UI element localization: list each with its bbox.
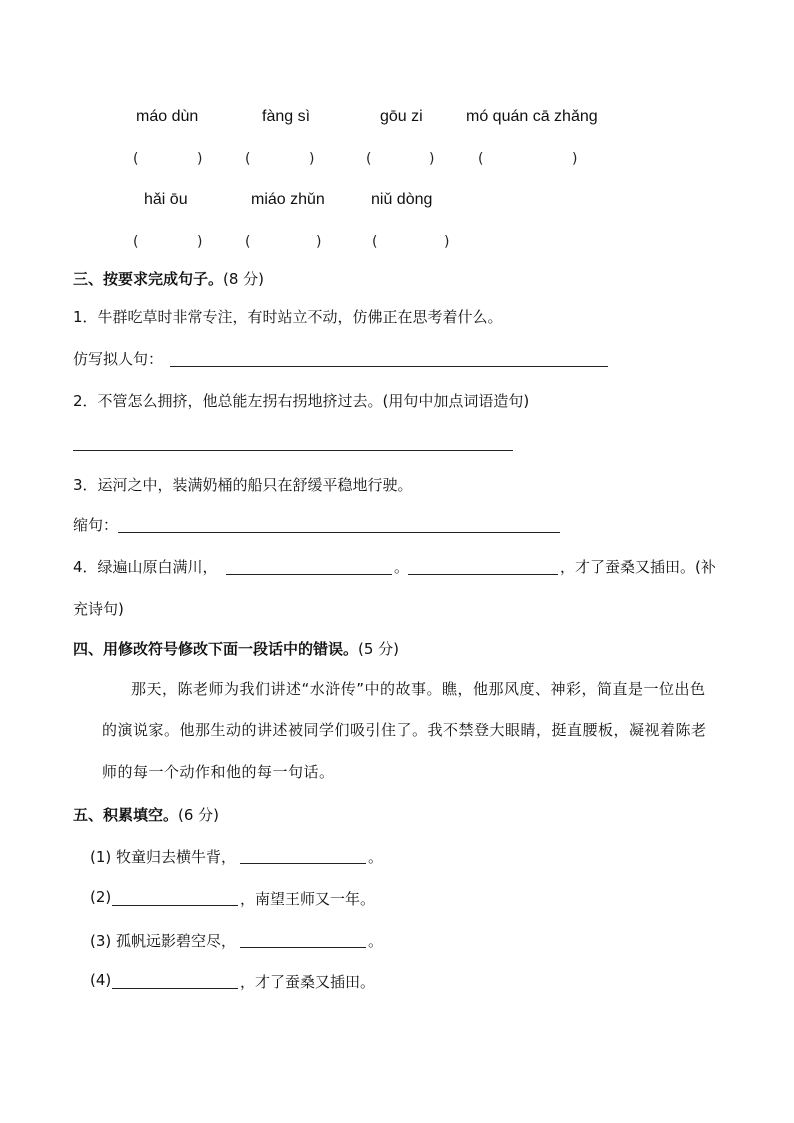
section5-score: (6 分) [178, 806, 220, 824]
q4-answer-line-2[interactable] [408, 574, 558, 575]
answer-paren-open: ( [245, 234, 251, 250]
section3-q3-label: 缩句： [73, 516, 119, 534]
answer-paren-open: ( [133, 151, 139, 167]
answer-paren-close: ) [444, 234, 450, 250]
section5-item3-end: 。 [368, 932, 384, 950]
q3-answer-line[interactable] [118, 532, 560, 533]
section3-q4-part1: 4．绿遍山原白满川， [73, 558, 218, 576]
answer-paren-open: ( [245, 151, 251, 167]
section5-item2-text: ，南望王师又一年。 [240, 890, 376, 908]
pinyin-gouzi: gōu zi [380, 108, 423, 125]
pinyin-haiou: hǎi ōu [144, 191, 188, 208]
answer-paren-close: ) [316, 234, 322, 250]
section5-heading [73, 804, 219, 825]
section3-q4-part4: 充诗句) [73, 600, 124, 618]
answer-paren-close: ) [197, 234, 203, 250]
section3-q4-part3: ，才了蚕桑又插田。(补 [560, 558, 716, 576]
item3-answer-line[interactable] [240, 947, 366, 948]
answer-paren-close: ) [309, 151, 315, 167]
section3-q3: 3．运河之中，装满奶桶的船只在舒缓平稳地行驶。 [73, 476, 413, 494]
section5-item1-text: (1) 牧童归去横牛背， [90, 848, 237, 866]
pinyin-maodun: máo dùn [136, 108, 199, 125]
answer-paren-open: ( [133, 234, 139, 250]
item1-answer-line[interactable] [240, 863, 366, 864]
section4-score: (5 分) [358, 640, 400, 658]
answer-paren-open: ( [478, 151, 484, 167]
section3-heading [73, 268, 264, 289]
answer-paren-open: ( [372, 234, 378, 250]
section5-item3-text: (3) 孤帆远影碧空尽， [90, 932, 237, 950]
section5-item1-end: 。 [368, 848, 384, 866]
section3-q2: 2．不管怎么拥挤，他总能左拐右拐地挤过去。(用句中加点词语造句) [73, 392, 530, 410]
section3-score: (8 分) [223, 270, 265, 288]
section4-paragraph-line3: 师的每一个动作和他的每一句话。 [102, 763, 335, 781]
q1-answer-line[interactable] [170, 366, 608, 367]
answer-paren-close: ) [197, 151, 203, 167]
item2-answer-line[interactable] [112, 905, 238, 906]
section3-q1-label: 仿写拟人句： [73, 350, 164, 368]
q2-answer-line[interactable] [73, 450, 513, 451]
section3-title: 三、按要求完成句子。 [73, 270, 224, 288]
q4-answer-line-1[interactable] [226, 574, 392, 575]
answer-paren-open: ( [366, 151, 372, 167]
section4-paragraph-line1: 那天，陈老师为我们讲述“水浒传”中的故事。瞧，他那风度、神彩，简直是一位出色 [131, 680, 706, 698]
pinyin-moquancazhang: mó quán cā zhǎng [466, 108, 598, 125]
section3-q4-part2: 。 [394, 558, 410, 576]
section5-item4-number: (4) [90, 971, 112, 989]
section4-paragraph-line2: 的演说家。他那生动的讲述被同学们吸引住了。我不禁登大眼睛，挺直腰板，凝视着陈老 [102, 721, 707, 739]
section3-q1: 1．牛群吃草时非常专注，有时站立不动，仿佛正在思考着什么。 [73, 308, 503, 326]
section5-title: 五、积累填空。 [73, 806, 179, 824]
section4-title: 四、用修改符号修改下面一段话中的错误。 [73, 640, 359, 658]
item4-answer-line[interactable] [112, 988, 238, 989]
answer-paren-close: ) [572, 151, 578, 167]
answer-paren-close: ) [429, 151, 435, 167]
section5-item4-text: ，才了蚕桑又插田。 [240, 973, 376, 991]
section5-item2-number: (2) [90, 888, 112, 906]
pinyin-fangsi: fàng sì [262, 108, 311, 125]
section4-heading [73, 638, 399, 659]
pinyin-niudong: niǔ dòng [371, 191, 433, 208]
pinyin-miaozhun: miáo zhǔn [251, 191, 325, 208]
